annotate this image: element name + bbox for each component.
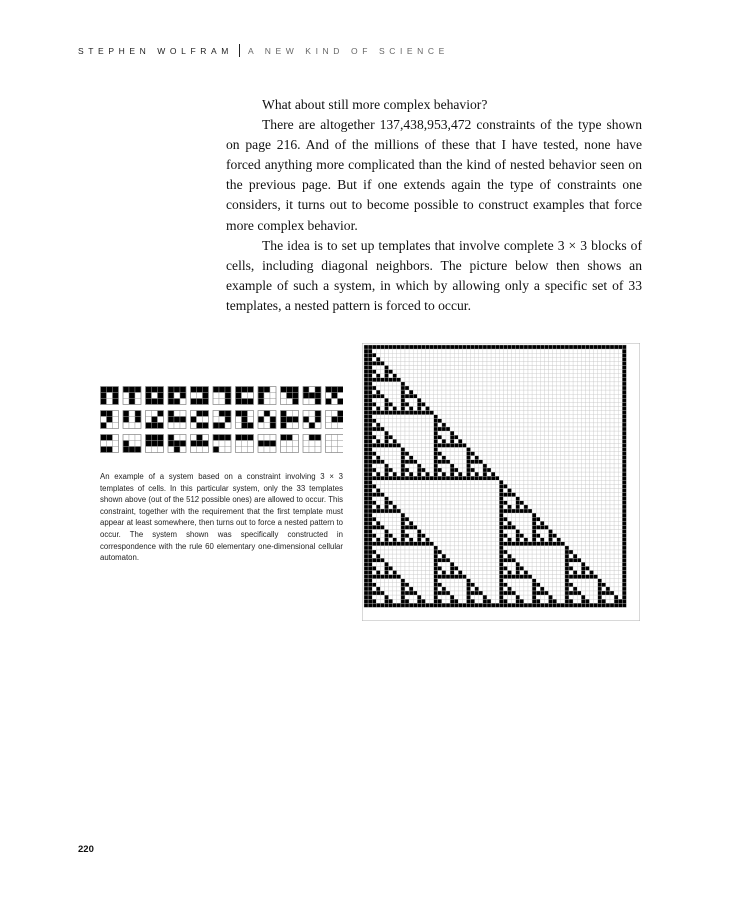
template-4 <box>168 387 186 405</box>
template-23 <box>101 435 119 453</box>
figure-caption: An example of a system based on a constraint involving 3 × 3 templates of cells. In this particular system, only the 33 templates shown above (out of the 512 possible ones) are allowed to occur. This constraint, together with the requirement that the first template must appear at least somewhere, then turns out to force a nested pattern to occur. The system shown was specifically constructed in correspondence with the rule 60 elementary one-dimensional cellular automaton. <box>100 472 343 563</box>
running-head <box>78 44 449 57</box>
template-6 <box>213 387 231 405</box>
template-7 <box>236 387 254 405</box>
template-2 <box>123 387 141 405</box>
nested-pattern-figure <box>362 343 640 621</box>
template-26 <box>168 435 186 453</box>
template-21 <box>303 411 321 429</box>
template-20 <box>281 411 299 429</box>
template-17 <box>213 411 231 429</box>
template-33 <box>326 435 344 453</box>
template-12 <box>101 411 119 429</box>
template-1 <box>101 387 119 405</box>
template-9 <box>281 387 299 405</box>
template-27 <box>191 435 209 453</box>
template-16 <box>191 411 209 429</box>
template-18 <box>236 411 254 429</box>
header-divider <box>239 44 240 57</box>
paragraph: The idea is to set up templates that involve complete 3 × 3 blocks of cells, including diagonal neighbors. The picture below then shows an example of such a system, in which by allowing only a specific set of 33 templates, a nested pattern is forced to occur. <box>226 237 642 313</box>
template-5 <box>191 387 209 405</box>
page-number: 220 <box>78 844 94 855</box>
pattern-cells <box>362 343 640 621</box>
template-8 <box>258 387 276 405</box>
template-grid-figure <box>100 386 343 455</box>
template-29 <box>236 435 254 453</box>
template-3 <box>146 387 164 405</box>
template-10 <box>303 387 321 405</box>
template-25 <box>146 435 164 453</box>
template-32 <box>303 435 321 453</box>
author-name: STEPHEN WOLFRAM <box>78 46 233 56</box>
paragraph: What about still more complex behavior? <box>262 97 488 112</box>
paragraph: There are altogether 137,438,953,472 constraints of the type shown on page 216. And of the millions of these that I have tested, none have forced anything more complicated than the kind of nested behavior seen on the previous page. But if one extends again the type of constraints one considers, it turns out to become possible to construct examples that force more complex behavior. <box>226 117 642 233</box>
body-text-top <box>226 95 642 316</box>
template-28 <box>213 435 231 453</box>
template-14 <box>146 411 164 429</box>
template-11 <box>326 387 344 405</box>
book-title: A NEW KIND OF SCIENCE <box>247 46 449 56</box>
template-13 <box>123 411 141 429</box>
template-19 <box>258 411 276 429</box>
template-30 <box>258 435 276 453</box>
template-31 <box>281 435 299 453</box>
template-24 <box>123 435 141 453</box>
template-22 <box>326 411 344 429</box>
template-15 <box>168 411 186 429</box>
